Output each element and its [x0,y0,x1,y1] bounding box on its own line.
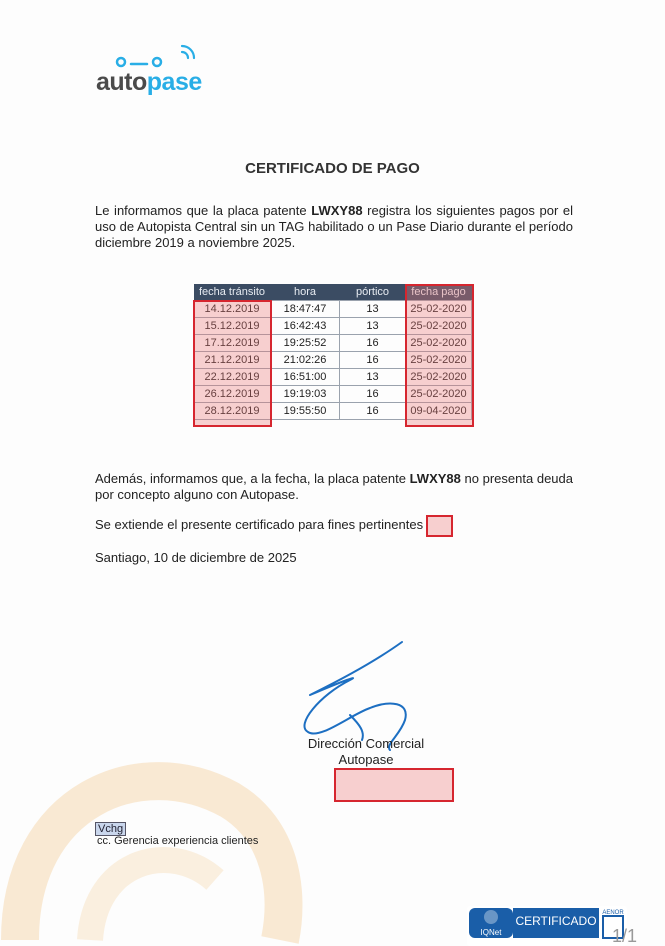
table-cell: 13 [340,369,406,386]
column-header: hora [271,284,340,301]
table-cell: 22.12.2019 [194,369,271,386]
extends-line: Se extiende el presente certificado para fines pertinentes [95,517,424,532]
table-cell: 26.12.2019 [194,386,271,403]
table-cell: 25-02-2020 [406,386,472,403]
badge-brand: AENOR [602,910,624,916]
column-header: fecha pago [406,284,472,301]
initials-stamp: Vchg [95,822,126,836]
table-cell: 21:02:26 [271,352,340,369]
table-cell: 13 [340,301,406,318]
badge-org: IQNet [480,928,502,937]
plate-number: LWXY88 [311,203,363,218]
table-cell: 16 [340,335,406,352]
cc-line: cc. Gerencia experiencia clientes [97,835,259,847]
autopase-logo [96,40,216,100]
highlight-signature-area [334,768,454,802]
table-cell: 19:55:50 [271,403,340,420]
signature-line-2: Autopase [338,752,394,767]
table-cell: 16 [340,386,406,403]
table-cell: 25-02-2020 [406,335,472,352]
certification-badge [467,906,627,946]
signature-block [296,736,436,768]
logo-wordmark: autopase [96,68,202,96]
page-number: 1/1 [612,926,638,946]
table-cell: 25-02-2020 [406,369,472,386]
table-cell: 16 [340,352,406,369]
highlight-fecha-transito [193,300,272,427]
signature-line-1: Dirección Comercial [307,736,425,751]
table-cell: 16:51:00 [271,369,340,386]
column-header: fecha tránsito [194,284,271,301]
badge-label: CERTIFICADO [515,914,597,928]
highlight-mark [426,515,453,537]
table-cell: 13 [340,318,406,335]
table-cell: 21.12.2019 [194,352,271,369]
logo-mark-icon [96,40,216,70]
table-cell: 17.12.2019 [194,335,271,352]
table-cell: 18:47:47 [271,301,340,318]
debt-paragraph: Además, informamos que, a la fecha, la placa patente LWXY88 no presenta deuda por concepto alguno con Autopase. [95,471,573,502]
watermark-logo [0,690,310,946]
table-cell: 16 [340,403,406,420]
table-cell: 16:42:43 [271,318,340,335]
table-cell: 09-04-2020 [406,403,472,420]
column-header: pórtico [340,284,406,301]
page-title: CERTIFICADO DE PAGO [245,160,420,177]
table-cell: 14.12.2019 [194,301,271,318]
intro-paragraph: Le informamos que la placa patente LWXY88 registra los siguientes pagos por el uso de Autopista Central sin un TAG habilitado o un Pase Diario durante el período diciembre 2019 a noviembre 2025. [95,203,573,250]
highlight-fecha-pago [405,284,474,427]
plate-number: LWXY88 [409,471,461,486]
table-cell: 25-02-2020 [406,318,472,335]
table-cell: 28.12.2019 [194,403,271,420]
table-cell: 19:19:03 [271,386,340,403]
table-cell: 25-02-2020 [406,301,472,318]
date-line: Santiago, 10 de diciembre de 2025 [95,550,297,565]
table-cell: 25-02-2020 [406,352,472,369]
table-cell: 19:25:52 [271,335,340,352]
table-cell: 15.12.2019 [194,318,271,335]
